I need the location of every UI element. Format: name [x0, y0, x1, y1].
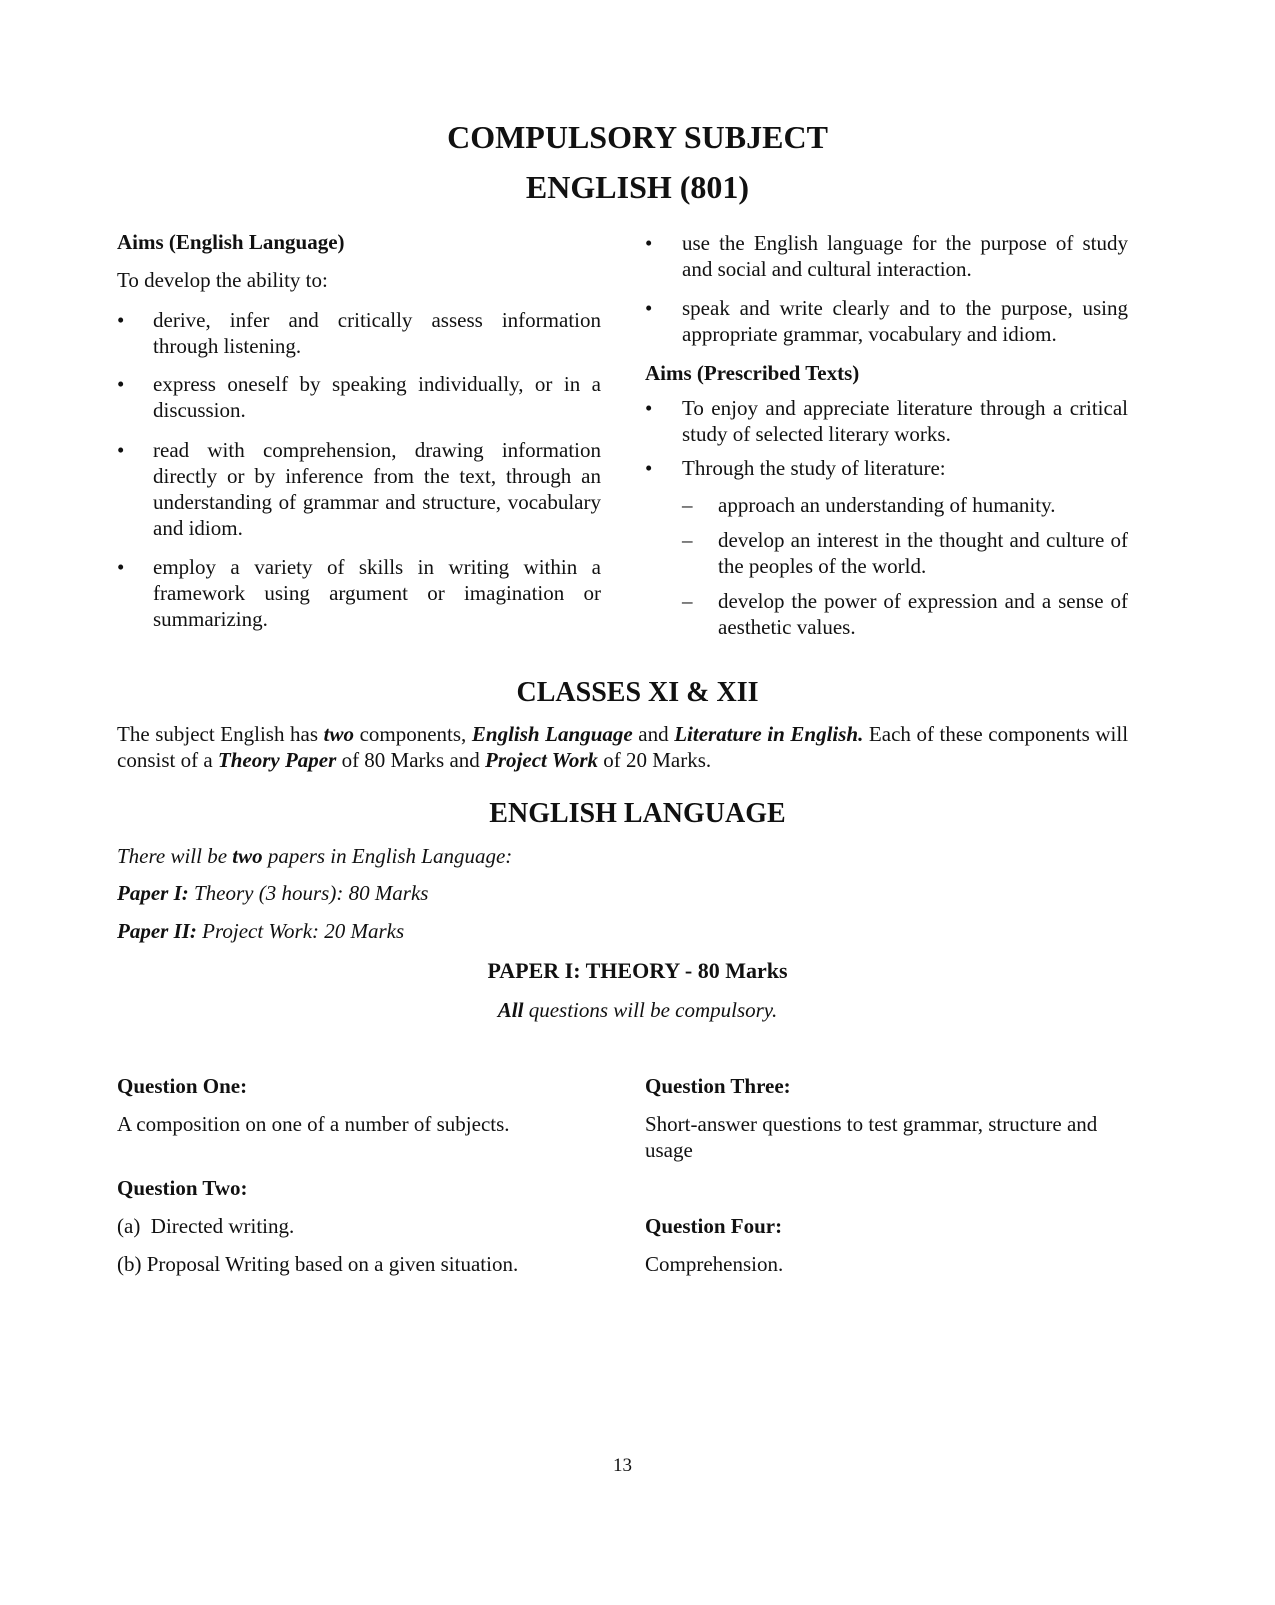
- papers-intro: There will be two papers in English Language:: [117, 844, 513, 868]
- english-language-heading: ENGLISH LANGUAGE: [489, 798, 786, 829]
- question-one-label: Question One:: [117, 1074, 248, 1098]
- aims-intro: To develop the ability to:: [117, 268, 328, 292]
- question-two-label: Question Two:: [117, 1176, 248, 1200]
- paper1-line: Paper I: Theory (3 hours): 80 Marks: [117, 881, 429, 905]
- question-two-b: (b) Proposal Writing based on a given situation.: [117, 1252, 519, 1276]
- page-number: 13: [613, 1455, 632, 1476]
- question-four-text: Comprehension.: [645, 1252, 784, 1276]
- paper2-line: Paper II: Project Work: 20 Marks: [117, 919, 405, 943]
- question-three-label: Question Three:: [645, 1074, 791, 1098]
- aims-language-heading: Aims (English Language): [117, 230, 345, 254]
- page-subtitle: ENGLISH (801): [525, 169, 750, 205]
- question-one-text: A composition on one of a number of subjects.: [117, 1112, 510, 1136]
- aims-texts-heading: Aims (Prescribed Texts): [645, 361, 860, 385]
- theory-heading: PAPER I: THEORY - 80 Marks: [487, 958, 788, 983]
- question-two-a: (a) Directed writing.: [117, 1214, 295, 1238]
- theory-note: All questions will be compulsory.: [497, 998, 778, 1022]
- question-three-text: Short-answer questions to test grammar, structure and usage: [645, 1112, 1098, 1162]
- classes-paragraph: The subject English has two components, English Language and Literature in English. Each of these components will consist of a Theory Paper of 80 Marks and Project Work of 20 Marks.: [117, 722, 1129, 772]
- classes-heading: CLASSES XI & XII: [516, 677, 759, 708]
- page-title: COMPULSORY SUBJECT: [447, 119, 828, 155]
- question-four-label: Question Four:: [645, 1214, 783, 1238]
